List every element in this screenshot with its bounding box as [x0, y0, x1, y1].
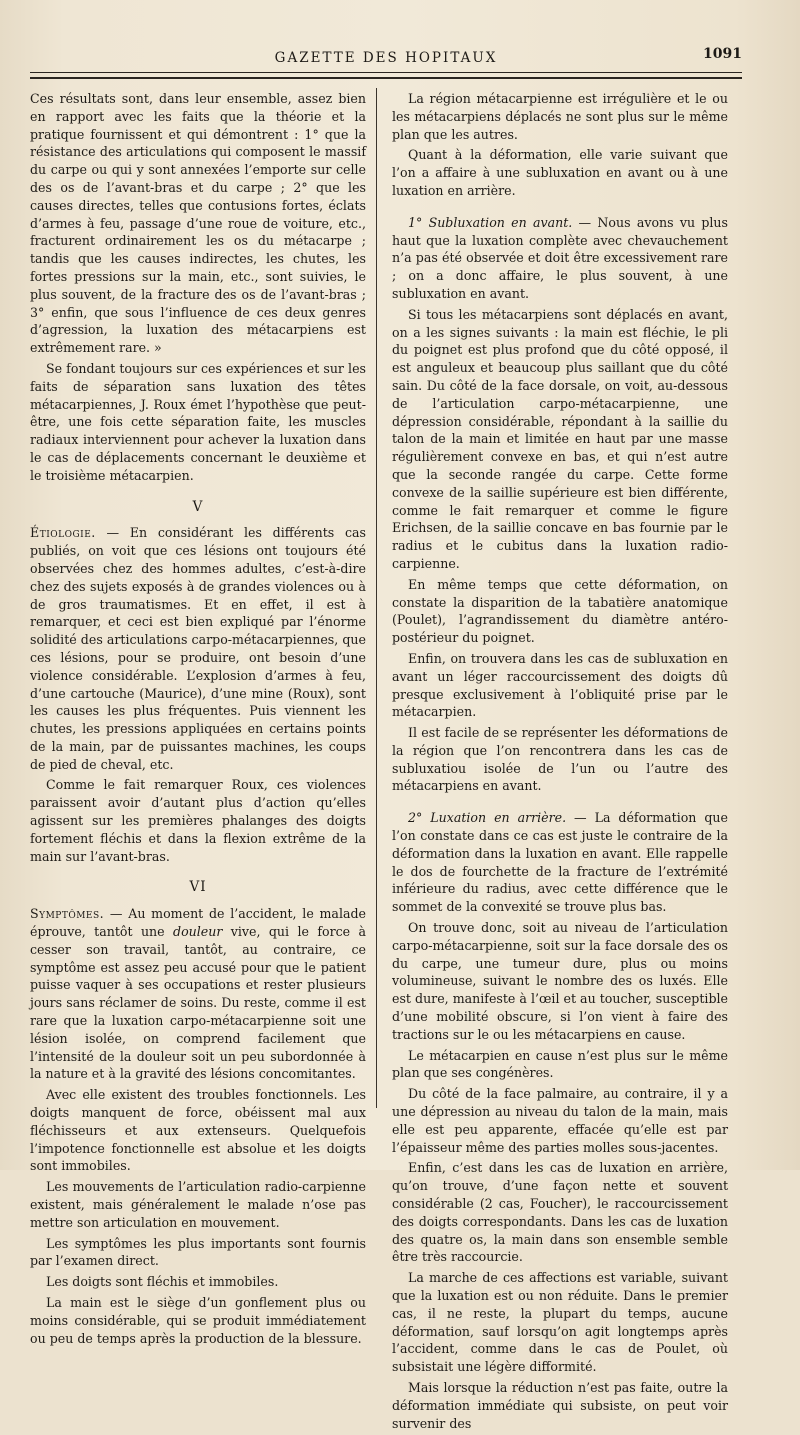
paragraph: Le métacarpien en cause n’est plus sur le même plan que ses congénères. [392, 1047, 728, 1081]
paragraph-symptomes [30, 905, 366, 1083]
paragraph: Si tous les métacarpiens sont déplacés en avant, on a les signes suivants : la main est fléchie, le pli du poignet est plus profond que du côté opposé, il est anguleux et beaucoup plus saillant que du côté sain. Du côté de la face dorsale, on voit, au-dessous de l’articulation carpo-métacarpienne, une dépression considérable, répondant à la saillie du talon de la main et limitée en haut par une masse régulièrement convexe en bas, et qui n’est autre que la seconde rangée du carpe. Cette forme convexe de la saillie supérieure est bien différente, comme le fait remarquer et comme le figure Erichsen, de la saillie concave en bas fournie par le radius et le cubitus dans la luxation radio-carpienne. [392, 306, 728, 571]
subluxation-text: — Nous avons vu plus haut que la luxation complète avec chevauchement n’a pas été observée et doit être excessivement rare ; on a donc affaire, le plus souvent, à une subluxation en avant. [392, 214, 728, 301]
paragraph: Enfin, on trouvera dans les cas de subluxation en avant un léger raccourcissement des doigts dû presque exclusivement à l’obliquité prise par le métacarpien. [392, 650, 728, 720]
paragraph: Les symptômes les plus importants sont fournis par l’examen direct. [30, 1235, 366, 1269]
luxation-arriere-text: — La déformation que l’on constate dans ce cas est juste le contraire de la déformation dans la luxation en avant. Elle rappelle le dos de fourchette de la fracture de l’extrémité inférieure du radius, avec cette différence que le sommet de la convexité se trouve plus bas. [392, 810, 728, 915]
paragraph: Du côté de la face palmaire, au contraire, il y a une dépression au niveau du talon de la main, mais elle est peu apparente, effacée qu’elle est par l’épaisseur même des parties molles sous-jacentes. [392, 1086, 728, 1155]
header-rule-thin [30, 72, 742, 73]
paragraph: Avec elle existent des troubles fonctionnels. Les doigts manquent de force, obéissent mal aux fléchisseurs et aux extenseurs. Quelquefois l’impotence fonctionnelle est absolue et les doigts sont immobiles. [30, 1087, 366, 1174]
paragraph: Comme le fait remarquer Roux, ces violences paraissent avoir d’autant plus d’action qu’elles agissent sur les premières phalanges des doigts fortement fléchis et dans la flexion extrême de la main sur l’avant-bras. [30, 777, 366, 864]
paragraph: Quant à la déformation, elle varie suivant que l’on a affaire à une subluxation en avant ou à une luxation en arrière. [392, 147, 728, 198]
header-rule-thick [30, 77, 742, 79]
paragraph: Il est facile de se représenter les déformations de la région que l’on rencontrera dans les cas de subluxatiou isolée de l’un ou l’autre des métacarpiens en avant. [392, 725, 728, 794]
symptomes-text-a: — Au moment de l’accident, le malade éprouve, tantôt une [30, 906, 366, 940]
paragraph: La marche de ces affections est variable, suivant que la luxation est ou non réduite. Dans le premier cas, il ne reste, la plupart du temps, aucune déformation, sauf lorsqu’on agit longtemps après l’accident, comme dans le cas de Poulet, où subsistait une légère difformité. [392, 1270, 728, 1375]
paragraph-luxation-arriere [392, 809, 728, 916]
luxation-arriere-label: 2° Luxation en arrière. [408, 810, 567, 826]
paragraph-subluxation [392, 214, 728, 303]
running-title: GAZETTE DES HOPITAUX [274, 50, 498, 66]
paragraph: Les mouvements de l’articulation radio-carpienne existent, mais généralement le malade n’ose pas mettre son articulation en mouvement. [30, 1179, 366, 1230]
paragraph: En même temps que cette déformation, on constate la disparition de la tabatière anatomique (Poulet), l’agrandissement du diamètre antéro-postérieur du poignet. [392, 576, 728, 646]
column-divider [376, 88, 377, 1108]
page-header [30, 44, 742, 74]
paragraph: On trouve donc, soit au niveau de l’articulation carpo-métacarpienne, soit sur la face dorsale des os du carpe, une tumeur dure, plus ou moins volumineuse, suivant le nombre des os luxés. Elle est dure, manifeste à l’œil et au toucher, susceptible d’une mobilité obscure, si l’on vient à faire des tractions sur le ou les métacarpiens en cause. [392, 920, 728, 1042]
etiologie-label: Étiologie. [30, 525, 96, 541]
symptomes-label: Symptômes. [30, 906, 105, 922]
paragraph: Enfin, c’est dans les cas de luxation en arrière, qu’on trouve, d’une façon nette et souvent considérable (2 cas, Foucher), le raccourcissement des doigts correspondants. Dans les cas de luxation des quatre os, la main dans son ensemble semble être très raccourcie. [392, 1160, 728, 1265]
paragraph: La main est le siège d’un gonflement plus ou moins considérable, qui se produit immédiatement ou peu de temps après la production de la blessure. [30, 1295, 366, 1346]
section-heading-vi: VI [189, 879, 207, 896]
paragraph: Les doigts sont fléchis et immobiles. [46, 1274, 279, 1290]
etiologie-text: — En considérant les différents cas publiés, on voit que ces lésions ont toujours été observées chez des hommes adultes, c’est-à-dire chez des sujets exposés à de grandes violences ou à de gros traumatismes. Et en effet, il est à remarquer, et ceci est bien expliqué par l’énorme solidité des articulations carpo-métacarpiennes, que ces lésions, pour se produire, ont besoin d’une violence considérable. L’explosion d’armes à feu, d’une cartouche (Maurice), d’une mine (Roux), sont les causes les plus fréquentes. Puis viennent les chutes, les pressions appliquées en certains points de la main, par de puissantes machines, les coups de pied de cheval, etc. [30, 525, 366, 772]
symptomes-text-b: vive, qui le force à cesser son travail, tantôt, au contraire, ce symptôme est assez peu accusé pour que le patient puisse vaquer à ses occupations et rester plusieurs jours sans réclamer de soins. Du reste, comme il est rare que la luxation carpo-métacarpienne soit une lésion isolée, on comprend facilement que l’intensité de la douleur soit un peu subordonnée à la nature et à la gravité des lésions concomitantes. [30, 924, 366, 1082]
page-number: 1091 [703, 46, 742, 62]
section-heading-v: V [192, 498, 204, 515]
left-column [30, 90, 366, 1350]
paragraph: Ces résultats sont, dans leur ensemble, assez bien en rapport avec les faits que la théorie et la pratique fournissent et qui démontrent : 1° que la résistance des articulations qui composent le massif du carpe ou qui y sont annexées l’emporte sur celle des os de l’avant-bras et du carpe ; 2° que les causes directes, telles que contusions fortes, éclats d’armes à feu, passage d’une roue de voiture, etc., fracturent ordinairement les os du métacarpe ; tandis que les causes indirectes, les chutes, les fortes pressions sur la main, etc., sont suivies, le plus souvent, de la fracture des os de l’avant-bras ; 3° enfin, que sous l’influence de ces deux genres d’agression, la luxation des métacarpiens est extrêmement rare. » [30, 91, 366, 356]
paragraph-etiologie [30, 524, 366, 773]
subluxation-label: 1° Subluxation en avant. [408, 214, 573, 230]
paragraph: La région métacarpienne est irrégulière et le ou les métacarpiens déplacés ne sont plus sur le même plan que les autres. [392, 91, 728, 142]
paragraph: Se fondant toujours sur ces expériences et sur les faits de séparation sans luxation des têtes métacarpiennes, J. Roux émet l’hypothèse que peut-être, une fois cette séparation faite, les muscles radiaux interviennent pour achever la luxation dans le cas de déplacements concernant le deuxième et le troisième métacarpien. [30, 360, 366, 483]
right-column [392, 90, 728, 1435]
douleur-italic: douleur [173, 924, 223, 940]
paragraph: Mais lorsque la réduction n’est pas faite, outre la déformation immédiate qui subsiste, on peut voir survenir des [392, 1379, 728, 1431]
